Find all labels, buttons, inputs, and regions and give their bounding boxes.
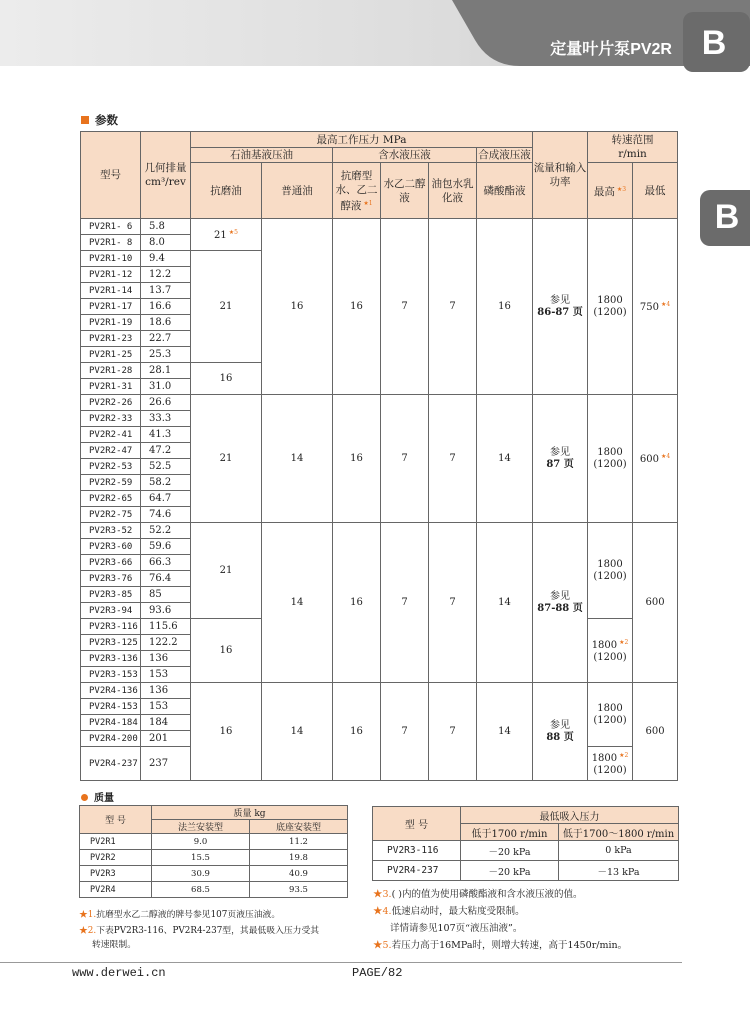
table-row: PV2R1-25 25.3 bbox=[81, 347, 678, 363]
col-synthetic: 合成液压液 bbox=[478, 149, 531, 161]
table-row: PV2R3-136 136 bbox=[81, 651, 678, 667]
note-4-cont: 详情请参见107页“液压油液”。 bbox=[390, 923, 523, 934]
suction-table: 型 号 最低吸入压力 低于1700 r/min 低于1700～1800 r/min PV2R3-116 －20 kPa 0 kPa PV2R4-237 －20 kPa －13 kPa bbox=[372, 806, 679, 881]
mass-heading: 质量 bbox=[81, 789, 114, 804]
note-4: ★4.低速启动时，最大粘度受限制。 bbox=[373, 906, 525, 917]
table-row: PV2R3-52 52.2 21 14 16 7 7 14 参见 87-88 页 1800 (1200) 600 bbox=[81, 523, 678, 539]
table-row: PV2R3-76 76.4 bbox=[81, 571, 678, 587]
page-number: PAGE/82 bbox=[352, 966, 403, 980]
table-row: PV2R3-85 85 bbox=[81, 587, 678, 603]
round-bullet-icon bbox=[81, 794, 88, 801]
table-row: PV2R1- 8 8.0 bbox=[81, 235, 678, 251]
section-letter: B bbox=[701, 24, 727, 62]
table-row: PV2R2-26 26.6 21 14 16 7 7 14 参见 87 页 1800 (1200) 600 $^{★4}$ bbox=[81, 395, 678, 411]
note-5: ★5.若压力高于16MPa时，则增大转速，高于1450r/min。 bbox=[373, 940, 628, 951]
note-1: ★1.抗磨型水乙二醇液的牌号参见107页液压油液。 bbox=[79, 910, 281, 920]
table-row: PV2R4-184 184 bbox=[81, 715, 678, 731]
square-bullet-icon bbox=[81, 116, 89, 124]
footer-url[interactable]: www.derwei.cn bbox=[72, 966, 166, 980]
table-row: PV2R1-12 12.2 bbox=[81, 267, 678, 283]
table-row: PV2R1-19 18.6 bbox=[81, 315, 678, 331]
col-model: 型号 bbox=[81, 132, 141, 219]
table-row: PV2R1-17 16.6 bbox=[81, 299, 678, 315]
col-displacement: 几何排量 cm³/rev bbox=[141, 132, 191, 219]
col-speed-min: 最低 bbox=[633, 163, 678, 219]
table-row: PV2R2 15.5 19.8 bbox=[80, 850, 348, 866]
col-antiwear-glycol: 抗磨型水、乙二醇液 $^{★1}$ bbox=[333, 163, 381, 219]
table-row: PV2R3-116 115.6 16 1800 $^{★2}$ (1200) bbox=[81, 619, 678, 635]
table-row: PV2R2-75 74.6 bbox=[81, 507, 678, 523]
table-row: PV2R3-94 93.6 bbox=[81, 603, 678, 619]
table-row: PV2R1 9.0 11.2 bbox=[80, 834, 348, 850]
params-heading: 参数 bbox=[81, 112, 118, 128]
note-2: ★2.下表PV2R3-116、PV2R4-237型，其最低吸入压力受其 bbox=[79, 926, 320, 936]
params-table bbox=[80, 131, 678, 781]
mass-table: 型 号 质量 kg 法兰安装型 底座安装型 PV2R1 9.0 11.2 PV2R2 15.5 19.8 PV2R3 30.9 40.9 PV2R4 68.5 93.5 bbox=[79, 805, 348, 898]
footer-divider bbox=[0, 962, 682, 963]
note-2-cont: 转速限制。 bbox=[92, 940, 136, 950]
col-speed: 转速范围 r/min bbox=[588, 132, 678, 163]
col-phosphate: 磷酸酯液 bbox=[477, 163, 533, 219]
table-row: PV2R3-60 59.6 bbox=[81, 539, 678, 555]
table-row: PV2R4-237 237 1800 $^{★2}$ (1200) bbox=[81, 747, 678, 781]
table-row: PV2R2-33 33.3 bbox=[81, 411, 678, 427]
table-row: PV2R4-237 －20 kPa －13 kPa bbox=[373, 861, 679, 881]
table-row: PV2R4 68.5 93.5 bbox=[80, 882, 348, 898]
col-antiwear: 抗磨油 bbox=[191, 163, 262, 219]
table-row: PV2R3-116 －20 kPa 0 kPa bbox=[373, 841, 679, 861]
table-row: PV2R3-153 153 bbox=[81, 667, 678, 683]
cell-flow-ref: 参见 86-87 页 bbox=[533, 219, 588, 395]
table-row: PV2R3 30.9 40.9 bbox=[80, 866, 348, 882]
col-normal: 普通油 bbox=[262, 163, 333, 219]
table-row: PV2R4-200 201 bbox=[81, 731, 678, 747]
table-row: PV2R3-66 66.3 bbox=[81, 555, 678, 571]
table-row: PV2R1-10 9.4 21 bbox=[81, 251, 678, 267]
table-row: PV2R1-28 28.1 16 bbox=[81, 363, 678, 379]
table-row: PV2R1-31 31.0 bbox=[81, 379, 678, 395]
col-mineral: 石油基液压油 bbox=[191, 148, 333, 163]
table-row: PV2R2-65 64.7 bbox=[81, 491, 678, 507]
table-row: PV2R2-47 47.2 bbox=[81, 443, 678, 459]
note-3: ★3.( )内的值为使用磷酸酯液和含水液压液的值。 bbox=[373, 889, 583, 900]
col-emulsion: 油包水乳化液 bbox=[429, 163, 477, 219]
table-row: PV2R2-53 52.5 bbox=[81, 459, 678, 475]
side-tab-letter: B bbox=[714, 198, 740, 236]
table-row: PV2R1- 6 5.8 21 $^{★5}$ 16 16 7 7 16 参见 86-87 页 1800 (1200) 750 $^{★4}$ bbox=[81, 219, 678, 235]
table-row: PV2R4-153 153 bbox=[81, 699, 678, 715]
table-row: PV2R2-59 58.2 bbox=[81, 475, 678, 491]
col-water: 含水液压液 bbox=[333, 148, 477, 163]
table-row: PV2R4-136 136 16 14 16 7 7 14 参见 88 页 1800 (1200) 600 bbox=[81, 683, 678, 699]
col-speed-max: 最高 $^{★3}$ bbox=[588, 163, 633, 219]
page-title: 定量叶片泵PV2R bbox=[550, 41, 672, 58]
cell-aw: 21 $^{★5}$ bbox=[191, 219, 262, 251]
table-row: PV2R2-41 41.3 bbox=[81, 427, 678, 443]
table-row: PV2R3-125 122.2 bbox=[81, 635, 678, 651]
col-glycol: 水乙二醇液 bbox=[381, 163, 429, 219]
table-row: PV2R1-23 22.7 bbox=[81, 331, 678, 347]
col-max-pressure: 最高工作压力 MPa bbox=[191, 132, 533, 148]
col-flow-power: 流量和输入功率 bbox=[533, 132, 588, 219]
table-row: PV2R1-14 13.7 bbox=[81, 283, 678, 299]
